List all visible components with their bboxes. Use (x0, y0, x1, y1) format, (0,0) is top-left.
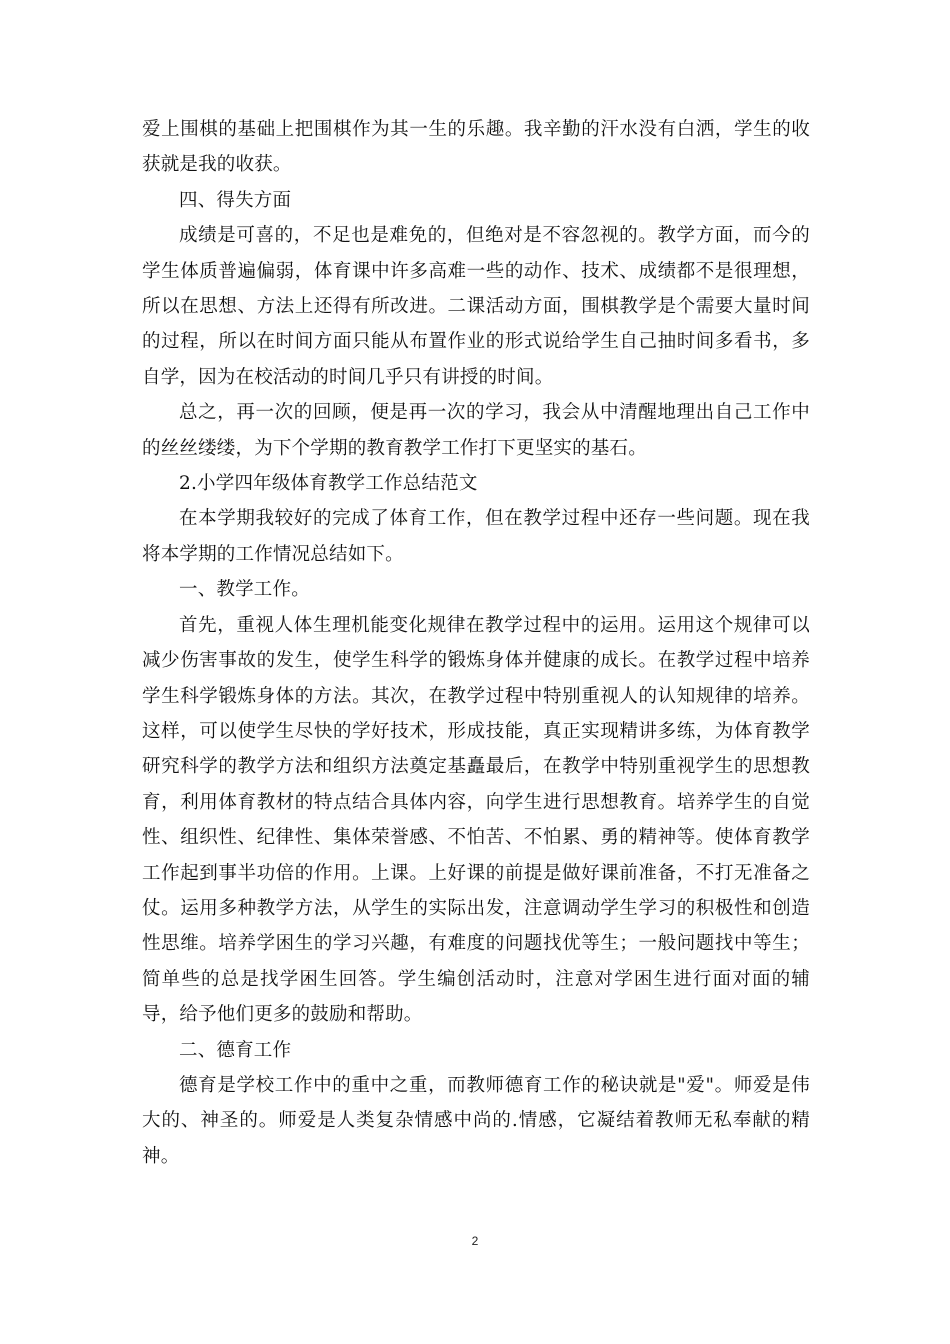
section-heading-teaching: 一、教学工作。 (179, 579, 310, 601)
paragraph-continuation: 爱上围棋的基础上把围棋作为其一生的乐趣。我辛勤的汗水没有白洒，学生的收获就是我的收获。 (142, 119, 810, 176)
paragraph-conclusion: 总之，再一次的回顾，便是再一次的学习，我会从中清醒地理出自己工作中的丝丝缕缕，为下个学期的教育教学工作打下更坚实的基石。 (142, 402, 810, 459)
paragraph-achievements: 成绩是可喜的，不足也是难免的，但绝对是不容忽视的。教学方面，而今的学生体质普遍偏弱，体育课中许多高难一些的动作、技术、成绩都不是很理想，所以在思想、方法上还得有所改进。二课活动方面，围棋教学是个需要大量时间的过程，所以在时间方面只能从布置作业的形式说给学生自己抽时间多看书，多自学，因为在校活动的时间几乎只有讲授的时间。 (142, 225, 810, 388)
paragraph-moral: 德育是学校工作中的重中之重，而教师德育工作的秘诀就是"爱"。师爱是伟大的、神圣的。师爱是人类复杂情感中尚的.情感，它凝结着教师无私奉献的精神。 (142, 1074, 810, 1167)
page-content (142, 112, 810, 1174)
paragraph-teaching: 首先，重视人体生理机能变化规律在教学过程中的运用。运用这个规律可以减少伤害事故的发生，使学生科学的锻炼身体并健康的成长。在教学过程中培养学生科学锻炼身体的方法。其次，在教学过程中特别重视人的认知规律的培养。这样，可以使学生尽快的学好技术，形成技能，真正实现精讲多练，为体育教学研究科学的教学方法和组织方法奠定基矗最后，在教学中特别重视学生的思想教育，利用体育教材的特点结合具体内容，向学生进行思想教育。培养学生的自觉性、组织性、纪律性、集体荣誉感、不怕苦、不怕累、勇的精神等。使体育教学工作起到事半功倍的作用。上课。上好课的前提是做好课前准备，不打无准备之仗。运用多种教学方法，从学生的实际出发，注意调动学生学习的积极性和创造性思维。培养学困生的学习兴趣，有难度的问题找优等生；一般问题找中等生；简单些的总是找学困生回答。学生编创活动时，注意对学困生进行面对面的辅导，给予他们更多的鼓励和帮助。 (142, 614, 810, 1026)
section-heading-gains-losses: 四、得失方面 (179, 189, 292, 211)
paragraph-intro: 在本学期我较好的完成了体育工作，但在教学过程中还存一些问题。现在我将本学期的工作情况总结如下。 (142, 508, 810, 565)
page-number: 2 (471, 1234, 479, 1248)
article-title: 2.小学四年级体育教学工作总结范文 (179, 473, 478, 495)
section-heading-moral: 二、德育工作 (179, 1039, 292, 1061)
